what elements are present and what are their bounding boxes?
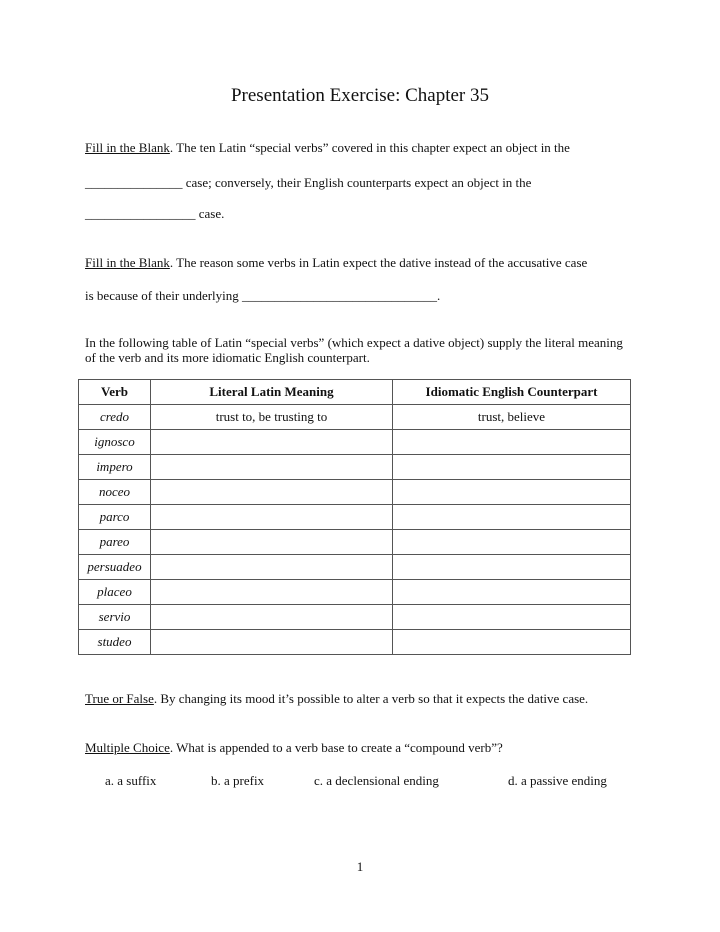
literal-cell [151, 430, 393, 455]
q1-line2: _______________ case; conversely, their English counterparts expect an object in the [85, 175, 532, 190]
table-header-row [79, 380, 631, 405]
q3-label: True or False [85, 691, 154, 706]
page-number: 1 [356, 859, 364, 874]
idiomatic-cell [393, 505, 631, 530]
table-row [79, 580, 631, 605]
literal-cell [151, 555, 393, 580]
table-row [79, 630, 631, 655]
q3-line [85, 691, 645, 706]
q1-text: . The ten Latin “special verbs” covered in this chapter expect an object in the [169, 140, 570, 155]
verb-cell: placeo [79, 580, 151, 605]
verb-cell: pareo [79, 530, 151, 555]
page-title: Presentation Exercise: Chapter 35 [230, 85, 489, 106]
idiomatic-cell [393, 580, 631, 605]
literal-cell [151, 580, 393, 605]
choice-d: d. a passive ending [508, 773, 607, 788]
idiomatic-cell [393, 630, 631, 655]
verb-cell: credo [79, 405, 151, 430]
literal-cell [151, 505, 393, 530]
literal-cell [151, 455, 393, 480]
idiomatic-cell [393, 530, 631, 555]
verb-cell: parco [79, 505, 151, 530]
q2-line2: is because of their underlying ______________________________. [85, 288, 441, 303]
idiomatic-cell [393, 430, 631, 455]
q3-text: . By changing its mood it’s possible to alter a verb so that it expects the dative case. [153, 691, 589, 706]
header-literal: Literal Latin Meaning [151, 380, 393, 405]
literal-cell [151, 530, 393, 555]
header-idiomatic: Idiomatic English Counterpart [393, 380, 631, 405]
q1-line1 [85, 140, 645, 155]
verb-cell: servio [79, 605, 151, 630]
q2-line1 [85, 255, 645, 270]
verb-cell: studeo [79, 630, 151, 655]
idiomatic-cell: trust, believe [393, 405, 631, 430]
choice-c: c. a declensional ending [314, 773, 439, 788]
idiomatic-cell [393, 605, 631, 630]
verb-cell: impero [79, 455, 151, 480]
table-intro: In the following table of Latin “special verbs” (which expect a dative object) supply the literal meaning of the verb and its more idiomatic English counterpart. [85, 335, 623, 365]
table-row [79, 455, 631, 480]
verb-cell: noceo [79, 480, 151, 505]
q4-label: Multiple Choice [85, 740, 170, 755]
table-row [79, 530, 631, 555]
idiomatic-cell [393, 480, 631, 505]
table-row [79, 555, 631, 580]
literal-cell [151, 605, 393, 630]
q4-text: . What is appended to a verb base to create a “compound verb”? [169, 740, 503, 755]
literal-cell [151, 480, 393, 505]
choice-a: a. a suffix [105, 773, 157, 788]
idiomatic-cell [393, 455, 631, 480]
literal-cell: trust to, be trusting to [151, 405, 393, 430]
table-row [79, 405, 631, 430]
table-row [79, 605, 631, 630]
q1-label: Fill in the Blank [85, 140, 170, 155]
table-row [79, 480, 631, 505]
verb-cell: persuadeo [79, 555, 151, 580]
choice-b: b. a prefix [211, 773, 265, 788]
q2-text: . The reason some verbs in Latin expect the dative instead of the accusative case [169, 255, 588, 270]
verb-cell: ignosco [79, 430, 151, 455]
verbs-table [78, 379, 631, 655]
q2-label: Fill in the Blank [85, 255, 170, 270]
idiomatic-cell [393, 555, 631, 580]
literal-cell [151, 630, 393, 655]
q1-line3: _________________ case. [85, 206, 225, 221]
q4-line [85, 740, 645, 755]
table-row [79, 505, 631, 530]
table-row [79, 430, 631, 455]
header-verb: Verb [79, 380, 151, 405]
